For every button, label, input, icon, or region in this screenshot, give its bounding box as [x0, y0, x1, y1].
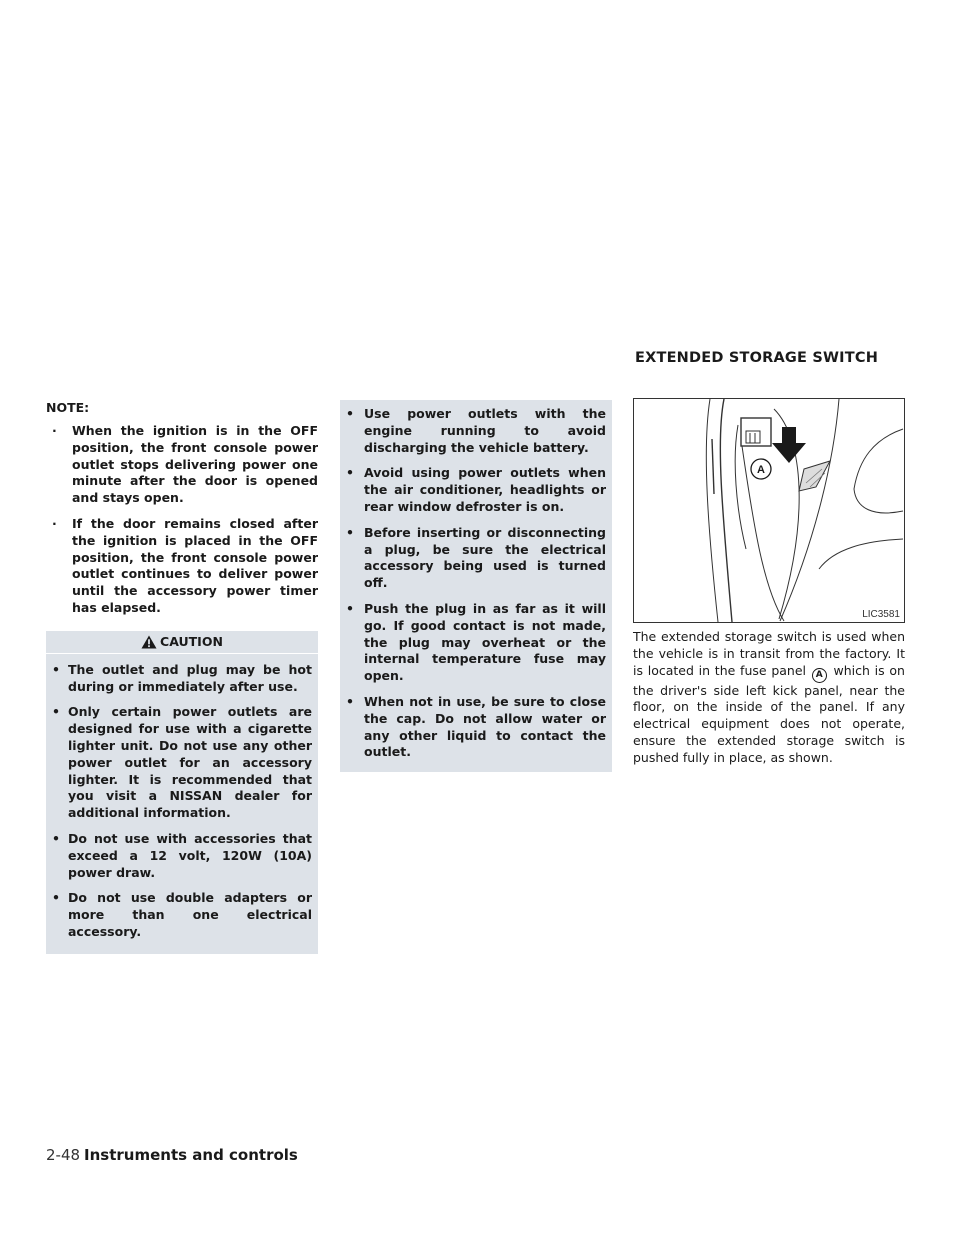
column-1	[46, 400, 318, 954]
chapter-title: Instruments and controls	[84, 1146, 298, 1164]
page-footer	[46, 1146, 298, 1164]
caution-item: • Avoid using power outlets when the air conditioner, headlights or rear window defroster is on.	[346, 465, 606, 514]
caution-item: • Do not use double adapters or more than one electrical accessory.	[52, 890, 312, 939]
column-3	[633, 350, 905, 767]
caution-box	[46, 631, 318, 954]
bullet-dot: •	[52, 830, 60, 846]
caution-item: • Do not use with accessories that exceed a 12 volt, 120W (10A) power draw.	[52, 830, 312, 880]
bullet-dot: •	[346, 465, 354, 481]
section-body: The extended storage switch is used when the vehicle is in transit from the factory. It is located in the fuse panel A which is on the driver's side left kick panel, near the floor, on the inside of the panel. If any electrical equipment does not operate, ensure the extended storage switch is pushed fully in place, as shown.	[633, 629, 905, 765]
svg-text:A: A	[757, 464, 765, 476]
caution-item: • Use power outlets with the engine running to avoid discharging the vehicle battery.	[346, 406, 606, 455]
figure-label: LIC3581	[862, 609, 900, 620]
note-item: · If the door remains closed after the ignition is placed in the OFF position, the front console power outlet continues to deliver power until the accessory power timer has elapsed.	[52, 515, 318, 615]
callout-a-icon: A	[812, 668, 827, 683]
note-item: · When the ignition is in the OFF position, the front console power outlet stops delivering power one minute after the door is opened and stays open.	[52, 423, 318, 506]
caution-body	[46, 653, 318, 954]
bullet-dot: •	[346, 524, 354, 540]
caution-item: • Only certain power outlets are designed for use with a cigarette lighter unit. Do not use any other power outlet for an accessory lighter. It is recommended that you visit a NISSAN dealer for additional information.	[52, 704, 312, 821]
bullet-dot: •	[52, 890, 60, 906]
caution-item: • When not in use, be sure to close the cap. Do not allow water or any other liquid to contact the outlet.	[346, 693, 606, 760]
fuse-panel-figure	[633, 398, 905, 623]
caution-title: CAUTION	[160, 634, 223, 650]
caution-header	[46, 631, 318, 653]
kick-panel-illustration	[634, 399, 904, 622]
bullet-dot: •	[52, 661, 60, 677]
column-2	[340, 400, 612, 772]
bullet-dot: ·	[52, 515, 57, 531]
bullet-dot: •	[346, 406, 354, 421]
bullet-dot: ·	[52, 423, 57, 438]
note-label: NOTE:	[46, 400, 90, 415]
caution-item: • The outlet and plug may be hot during or immediately after use.	[52, 661, 312, 694]
caution-continued-list	[346, 406, 606, 761]
bullet-dot: •	[52, 704, 60, 720]
caution-item: • Push the plug in as far as it will go. If good contact is not made, the plug may overheat or the internal temperature fuse may open.	[346, 600, 606, 684]
section-title: EXTENDED STORAGE SWITCH	[635, 350, 879, 366]
caution-item: • Before inserting or disconnecting a plug, be sure the electrical accessory being used is turned off.	[346, 524, 606, 591]
page-number: 2-48	[46, 1146, 81, 1164]
note-list	[46, 423, 318, 617]
bullet-dot: •	[346, 600, 354, 616]
caution-continued-box	[340, 400, 612, 772]
warning-triangle-icon	[141, 635, 157, 649]
bullet-dot: •	[346, 693, 354, 709]
caution-list	[52, 662, 312, 941]
